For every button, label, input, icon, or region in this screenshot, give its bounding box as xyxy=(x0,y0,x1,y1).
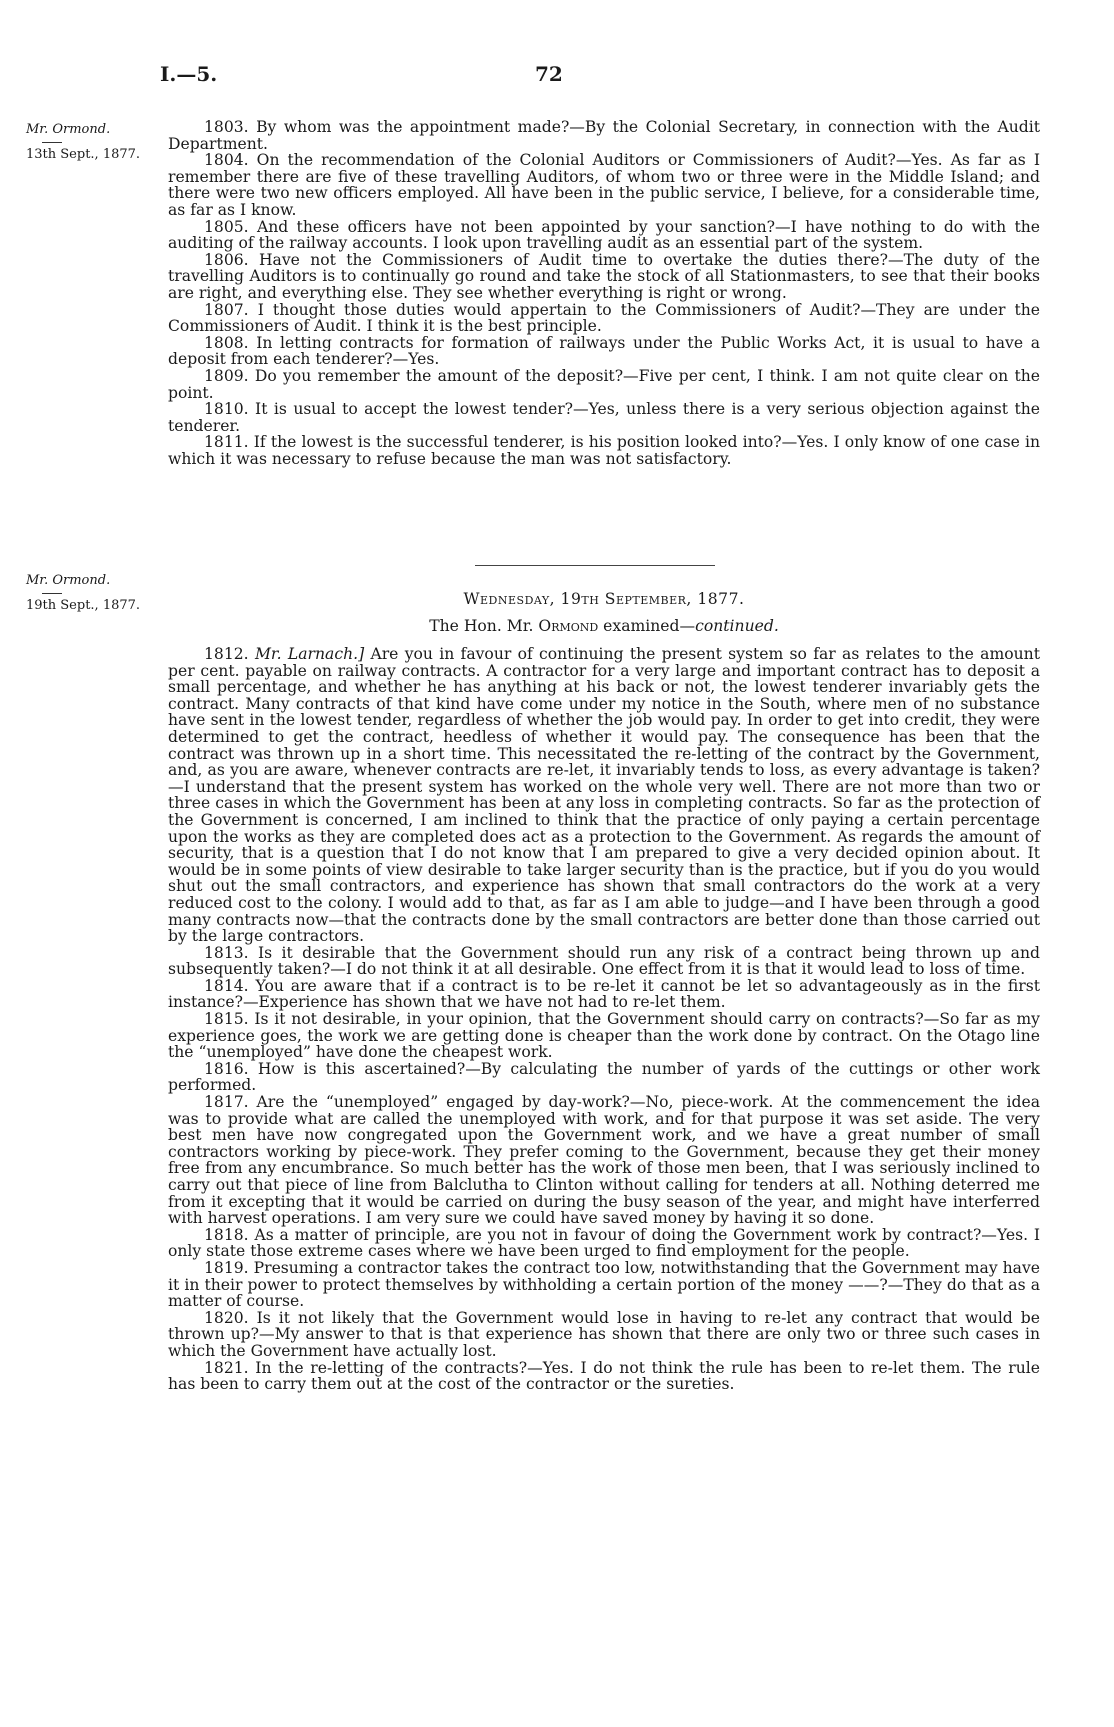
paragraph: 1812. Mr. Larnach.] Are you in favour of continuing the present system so far as relates to the amount per cent. payable on railway contracts. A contractor for a very large and important contract has to deposit a small percentage, and whether he has anything at his back or not, the lowest tenderer invariably gets the contract. Many contracts of that kind have come under my notice in the South, where men of no substance have sent in the lowest tender, regardless of whether the job would pay. In order to get into credit, they were determined to get the contract, heedless of whether it would pay. The consequence has been that the contract was thrown up in a short time. This necessitated the re-letting of the contract by the Government, and, as you are aware, whenever contracts are re-let, it invariably tends to loss, as every advantage is taken?—I understand that the present system has worked on the whole very well. There are not more than two or three cases in which the Government has been at any loss in completing contracts. So far as the protection of the Government is concerned, I am inclined to think that the practice of only paying a certain percentage upon the works as they are completed does act as a protection to the Government. As regards the amount of security, that is a question that I do not know that I am prepared to give a very decided opinion about. It would be in some points of view desirable to take larger security than is the practice, but if you do you would shut out the small contractors, and experience has shown that small contractors do the work at a very reduced cost to the colony. I would add to that, as far as I am able to judge—and I have been through a good many contracts now—that the contracts done by the small contractors are better done than those carried out by the large contractors. xyxy=(168,645,1040,946)
witness-name: Ormond xyxy=(538,617,599,635)
paper-reference: I.—5. xyxy=(160,62,218,86)
paragraph: 1810. It is usual to accept the lowest tender?—Yes, unless there is a very serious objection against the tenderer. xyxy=(168,400,1040,435)
paragraph: 1805. And these officers have not been appointed by your sanction?—I have nothing to do with the auditing of the railway accounts. I look upon travelling audit as an essential part of the system. xyxy=(168,217,1040,253)
paragraph: 1821. In the re-letting of the contracts?—Yes. I do not think the rule has been to re-let them. The rule has been to carry them out at the cost of the contractor or the sureties. xyxy=(168,1358,1040,1394)
margin-witness: Mr. Ormond. xyxy=(26,573,111,588)
section-divider xyxy=(475,565,715,566)
paragraph: 1816. How is this ascertained?—By calculating the number of yards of the cuttings or other work performed. xyxy=(168,1059,1040,1095)
margin-rule xyxy=(42,142,62,143)
paragraph: 1804. On the recommendation of the Colonial Auditors or Commissioners of Audit?—Yes. As far as I remember there are five of these travelling Auditors, of whom two or three were in the Middle Island; and there were two new officers employed. All have been in the public service, I believe, for a considerable time, as far as I know. xyxy=(168,151,1040,219)
paragraph: 1803. By whom was the appointment made?—By the Colonial Secretary, in connection with the Audit Department. xyxy=(168,118,1040,153)
paragraph: 1820. Is it not likely that the Government would lose in having to re-let any contract that would be thrown up?—My answer to that is that experience has shown that there are only two or three such cases in which the Government have actually lost. xyxy=(168,1308,1040,1360)
paragraph: 1814. You are aware that if a contract is to be re-let it cannot be let so advantageously as in the first instance?—Experience has shown that we have not had to re-let them. xyxy=(168,976,1040,1012)
paragraph: 1818. As a matter of principle, are you not in favour of doing the Government work by contract?—Yes. I only state those extreme cases where we have been urged to find employment for the people. xyxy=(168,1225,1040,1261)
examination-heading: The Hon. Mr. Ormond examined—continued. xyxy=(429,617,779,635)
paragraph: 1809. Do you remember the amount of the deposit?—Five per cent, I think. I am not quite clear on the point. xyxy=(168,366,1040,402)
paragraph: 1808. In letting contracts for formation of railways under the Public Works Act, it is usual to have a deposit from each tenderer?—Yes. xyxy=(168,333,1040,369)
paragraph: 1811. If the lowest is the successful tenderer, is his position looked into?—Yes. I only know of one case in which it was necessary to refuse because the man was not satisfactory. xyxy=(168,433,1040,468)
margin-note-first xyxy=(26,121,166,163)
session-date-heading: Wednesday, 19th September, 1877. xyxy=(463,590,745,608)
margin-note-second xyxy=(26,572,166,614)
margin-rule xyxy=(42,593,62,594)
paragraph: 1806. Have not the Commissioners of Audit time to overtake the duties there?—The duty of the travelling Auditors is to continually go round and take the stock of all Stationmasters, to see that their books are right, and everything else. They see whether everything is right or wrong. xyxy=(168,250,1040,302)
margin-witness: Mr. Ormond. xyxy=(26,122,111,137)
paragraph: 1813. Is it desirable that the Government should run any risk of a contract being thrown up and subsequently taken?—I do not think it at all desirable. One effect from it is that it would lead to loss of time. xyxy=(168,943,1040,979)
margin-date: 19th Sept., 1877. xyxy=(26,598,141,613)
paragraph: 1817. Are the “unemployed” engaged by day-work?—No, piece-work. At the commencement the idea was to provide what are called the unemployed with work, and for that purpose it was set aside. The very best men have now congregated upon the Government work, and we have a great number of small contractors working by piece-work. They prefer coming to the Government, because they get their money free from any encumbrance. So much better has the work of those men been, that I was seriously inclined to carry out that piece of line from Balclutha to Clinton without calling for tenders at all. Nothing deterred me from it excepting that it would be carried on during the busy season of the year, and might have interferred with harvest operations. I am very sure we could have saved money by having it so done. xyxy=(168,1093,1040,1228)
section-2-text xyxy=(168,646,1040,1393)
paragraph: 1815. Is it not desirable, in your opinion, that the Government should carry on contracts?—So far as my experience goes, the work we are getting done is cheaper than the work done by contract. On the Otago line the “unemployed” have done the cheapest work. xyxy=(168,1010,1040,1062)
paragraph: 1819. Presuming a contractor takes the contract too low, notwithstanding that the Government may have it in their power to protect themselves by withholding a certain portion of the money ——?—They do that as a matter of course. xyxy=(168,1258,1040,1311)
speaker-name: Mr. Larnach.] xyxy=(254,645,365,663)
page-number: 72 xyxy=(535,62,563,86)
paragraph: 1807. I thought those duties would appertain to the Commissioners of Audit?—They are under the Commissioners of Audit. I think it is the best principle. xyxy=(168,300,1040,336)
section-1-text xyxy=(168,119,1040,467)
margin-date: 13th Sept., 1877. xyxy=(26,147,141,162)
